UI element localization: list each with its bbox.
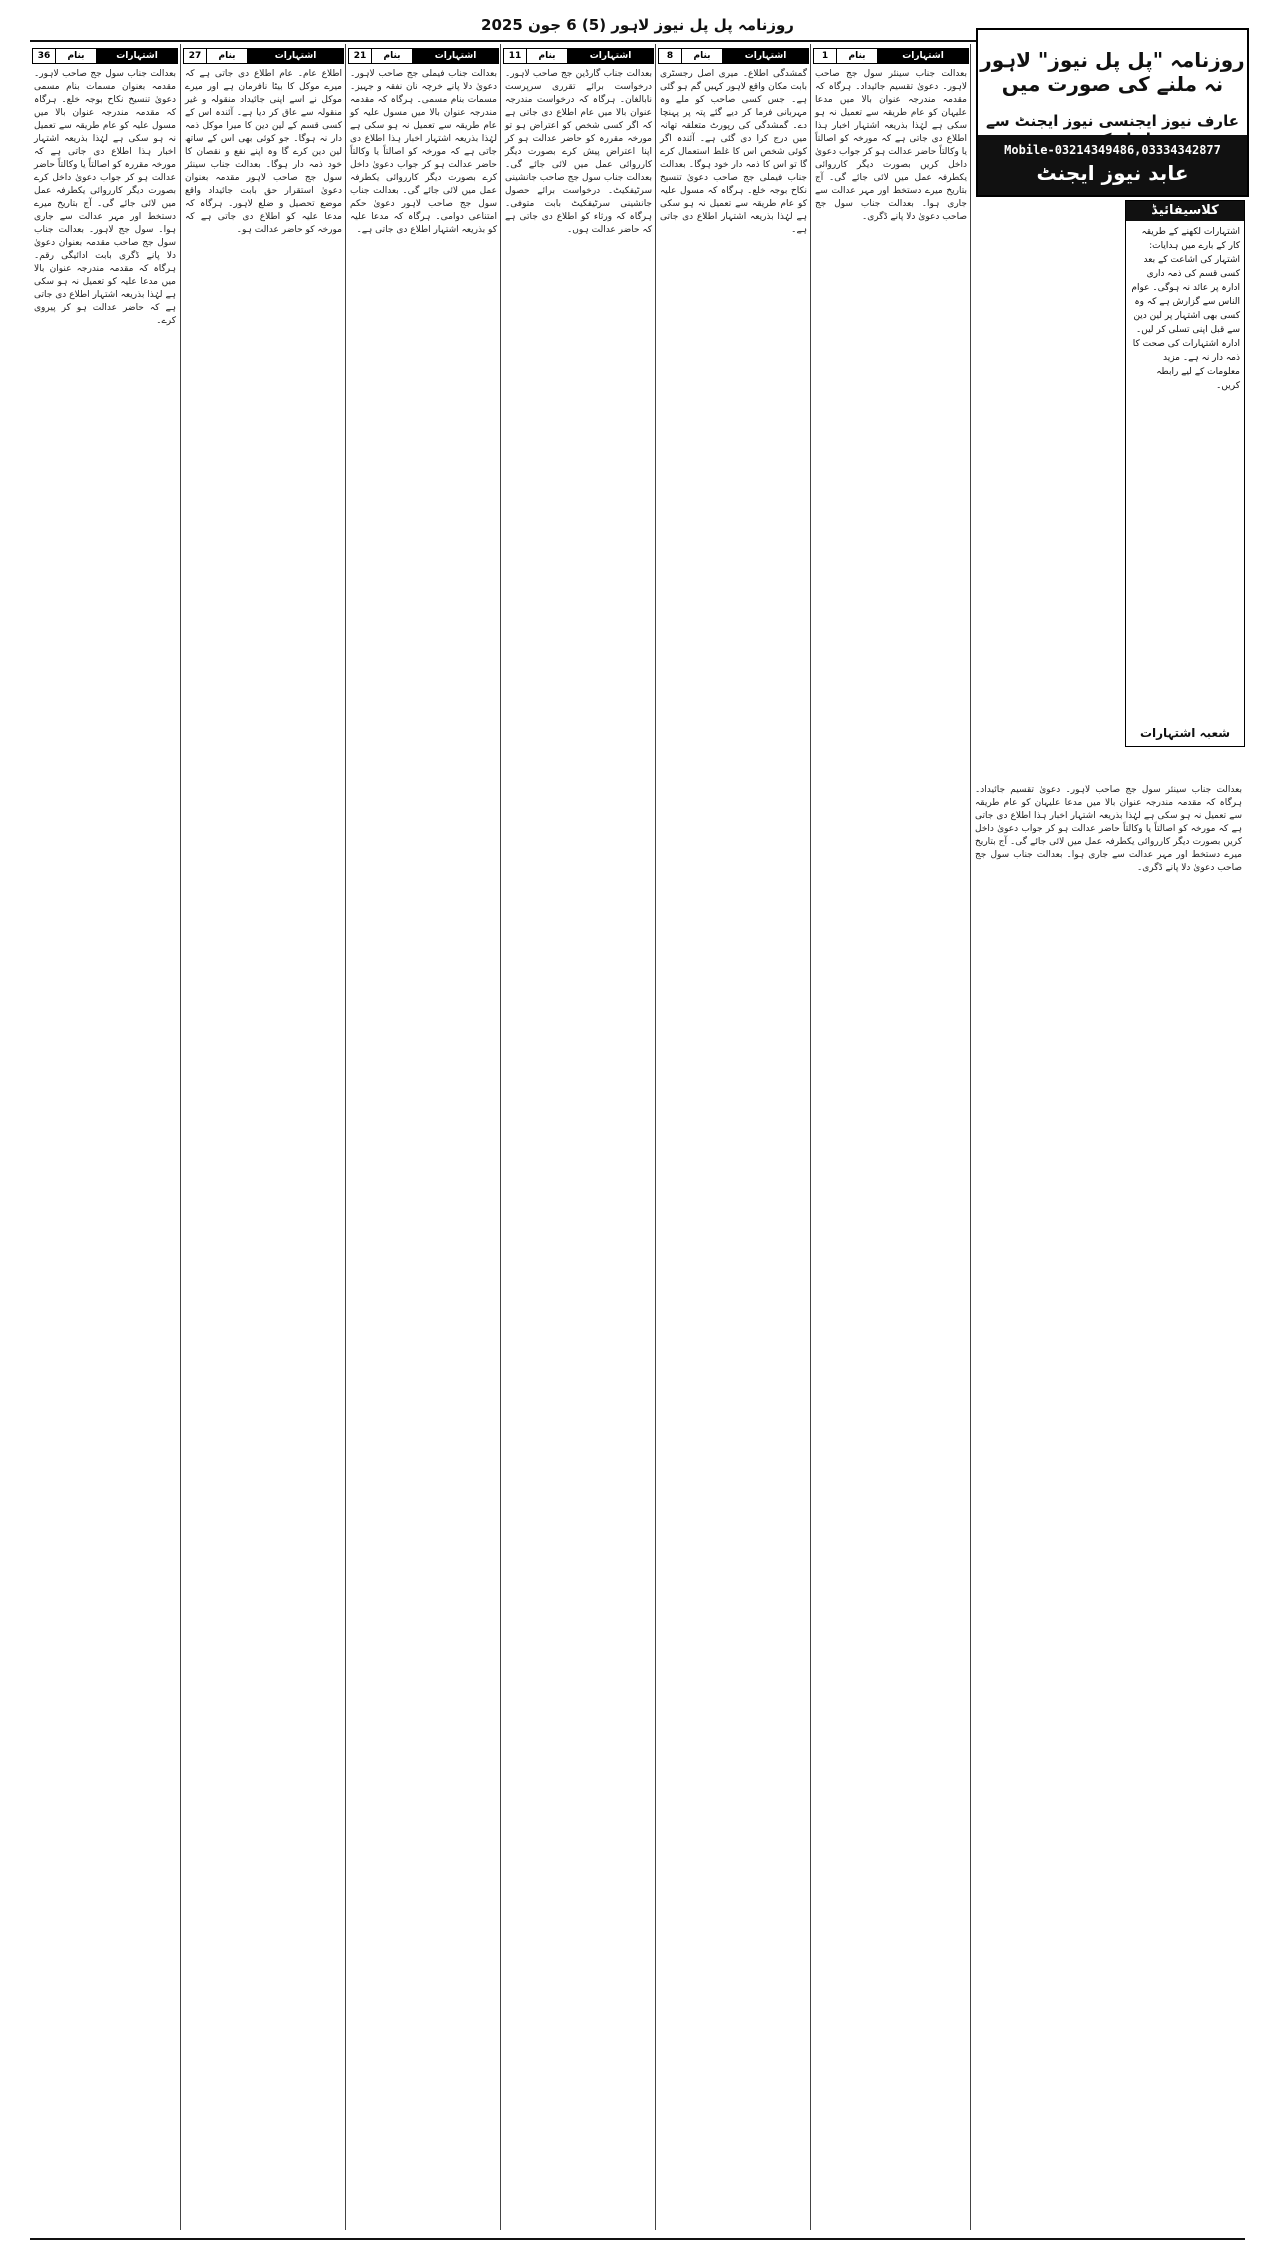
columns-area [30, 44, 1245, 2230]
ad-mobile: Mobile-03214349486,03334342877 [1004, 143, 1221, 157]
notice-column [345, 44, 501, 2230]
notice-mid: بنام [681, 49, 723, 63]
notice-text: بعدالت جناب سول جج صاحب لاہور۔ مقدمہ بعنوان مسمات بنام مسمی دعویٰ تنسیخ نکاح بوجہ خلع۔ ہرگاہ کہ مقدمہ مندرجہ عنوان بالا میں مسول علیہ کو عام طریقہ سے تعمیل نہ ہو سکی ہے لہٰذا بذریعہ اشتہار اخبار ہذا اطلاع دی جاتی ہے کہ مورخہ مقررہ کو اصالتاً یا وکالتاً حاضر عدالت ہو کر جواب دعویٰ داخل کرے بصورت دیگر کارروائی یکطرفہ عمل میں لائی جائے گی۔ آج بتاریخ میرے دستخط اور مہر عدالت سے جاری ہوا۔ سول جج لاہور۔ بعدالت جناب سول جج صاحب مقدمہ بعنوان دعویٰ دلا پانے ڈگری بابت ادائیگی رقم۔ ہرگاہ کہ مقدمہ مندرجہ عنوان بالا میں مدعا علیہ کو تعمیل نہ ہو سکی ہے لہٰذا بذریعہ اشتہار اطلاع دی جاتی ہے کہ حاضر عدالت ہو کر پیروی کرے۔ [34, 69, 176, 326]
notice-column [655, 44, 811, 2230]
classified-title: کلاسیفائیڈ [1126, 201, 1244, 221]
ad-headline: روزنامہ "پل پل نیوز" لاہور نہ ملنے کی صورت میں [980, 48, 1245, 96]
ad-contact-band [978, 135, 1247, 195]
notice-tag [658, 48, 809, 64]
notice-mid: بنام [206, 49, 248, 63]
notice-number: 8 [659, 49, 681, 63]
agent-ad [976, 28, 1249, 197]
notice-text: بعدالت جناب گارڈین جج صاحب لاہور۔ درخواست برائے تقرری سرپرست نابالغان۔ ہرگاہ کہ درخواست مندرجہ عنوان بالا میں عام اطلاع دی جاتی ہے کہ اگر کسی شخص کو اعتراض ہو تو مورخہ مقررہ کو حاضر عدالت ہو کر اپنا اعتراض پیش کرے بصورت دیگر کارروائی عمل میں لائی جائے گی۔ بعدالت جناب سول جج صاحب جانشینی سرٹیفکیٹ۔ درخواست برائے حصول جانشینی سرٹیفکیٹ بابت متوفی۔ ہرگاہ کہ ورثاء کو اطلاع دی جاتی ہے کہ حاضر عدالت ہوں۔ [505, 69, 652, 235]
notice-tag [503, 48, 654, 64]
notice-label: اشتہارات [413, 49, 498, 63]
notice-mid: بنام [371, 49, 413, 63]
notice-label: اشتہارات [568, 49, 653, 63]
notice-column [500, 44, 656, 2230]
notice-tag [813, 48, 969, 64]
notice-text: بعدالت جناب سینئر سول جج صاحب لاہور۔ دعویٰ تقسیم جائیداد۔ ہرگاہ کہ مقدمہ مندرجہ عنوان بالا میں مدعا علیہان کو عام طریقہ سے تعمیل نہ ہو سکی ہے لہٰذا بذریعہ اشتہار اخبار ہذا اطلاع دی جاتی ہے کہ مورخہ کو اصالتاً یا وکالتاً حاضر عدالت ہو کر جواب دعویٰ داخل کریں بصورت دیگر کارروائی یکطرفہ عمل میں لائی جائے گی۔ آج بتاریخ میرے دستخط اور مہر عدالت سے جاری ہوا۔ بعدالت جناب سول جج صاحب دعویٰ دلا پانے ڈگری۔ [975, 785, 1242, 873]
notice-number: 36 [33, 49, 55, 63]
classified-box [1125, 200, 1245, 747]
notice-column [810, 44, 971, 2230]
notice-label: اشتہارات [248, 49, 343, 63]
bottom-rule [30, 2238, 1245, 2240]
notice-number: 1 [814, 49, 836, 63]
notice-text: گمشدگی اطلاع۔ میری اصل رجسٹری بابت مکان واقع لاہور کہیں گم ہو گئی ہے۔ جس کسی صاحب کو ملے وہ مہربانی فرما کر دیے گئے پتہ پر پہنچا دے۔ گمشدگی کی رپورٹ متعلقہ تھانہ میں درج کرا دی گئی ہے۔ آئندہ اگر کوئی شخص اس کا غلط استعمال کرے گا تو اس کا ذمہ دار خود ہوگا۔ بعدالت جناب فیملی جج صاحب دعویٰ تنسیخ نکاح بوجہ خلع۔ ہرگاہ کہ مسول علیہ کو عام طریقہ سے تعمیل نہ ہو سکی ہے لہٰذا بذریعہ اشتہار اطلاع دی جاتی ہے۔ [660, 69, 807, 235]
notice-label: اشتہارات [723, 49, 808, 63]
notice-mid: بنام [836, 49, 878, 63]
notice-number: 21 [349, 49, 371, 63]
notice-column [30, 44, 180, 2230]
notice-label: اشتہارات [878, 49, 968, 63]
notice-number: 27 [184, 49, 206, 63]
notice-number: 11 [504, 49, 526, 63]
classified-footer: شعبہ اشتہارات [1139, 726, 1231, 740]
classified-body: اشتہارات لکھنے کے طریقہ کار کے بارے میں ہدایات: اشتہار کی اشاعت کے بعد کسی قسم کی ذمہ داری ادارہ پر عائد نہ ہوگی۔ عوام الناس سے گزارش ہے کہ وہ کسی بھی اشتہار پر لین دین سے قبل اپنی تسلی کر لیں۔ ادارہ اشتہارات کی صحت کا ذمہ دار نہ ہے۔ مزید معلومات کے لیے رابطہ کریں۔ [1131, 227, 1240, 391]
notice-tag [348, 48, 499, 64]
notice-label: اشتہارات [97, 49, 177, 63]
notice-text: اطلاع عام۔ عام اطلاع دی جاتی ہے کہ میرے موکل کا بیٹا نافرمان ہے اور میرے موکل نے اسے اپنی جائیداد منقولہ و غیر منقولہ سے عاق کر دیا ہے۔ آئندہ اس کے کسی قسم کے لین دین کا میرا موکل ذمہ دار نہ ہوگا۔ جو کوئی بھی اس کے ساتھ لین دین کرے گا وہ اپنے نفع و نقصان کا خود ذمہ دار ہوگا۔ بعدالت جناب سینئر سول جج صاحب لاہور مقدمہ بعنوان دعویٰ استقرار حق بابت جائیداد واقع موضع تحصیل و ضلع لاہور۔ ہرگاہ کہ مدعا علیہ کو اطلاع دی جاتی ہے کہ مورخہ کو حاضر عدالت ہو۔ [185, 69, 342, 235]
notice-text: بعدالت جناب سینئر سول جج صاحب لاہور۔ دعویٰ تقسیم جائیداد۔ ہرگاہ کہ مقدمہ مندرجہ عنوان بالا میں مدعا علیہان کو عام طریقہ سے تعمیل نہ ہو سکی ہے لہٰذا بذریعہ اشتہار اخبار ہذا اطلاع دی جاتی ہے کہ مورخہ کو اصالتاً یا وکالتاً حاضر عدالت ہو کر جواب دعویٰ داخل کریں بصورت دیگر کارروائی یکطرفہ عمل میں لائی جائے گی۔ آج بتاریخ میرے دستخط اور مہر عدالت سے جاری ہوا۔ بعدالت جناب سول جج صاحب دعویٰ دلا پانے ڈگری۔ [815, 69, 967, 222]
notice-tag [32, 48, 178, 64]
notice-mid: بنام [526, 49, 568, 63]
newspaper-page [30, 10, 1245, 2240]
header-info: روزنامہ پل پل نیوز لاہور (5) 6 جون 2025 [481, 16, 794, 34]
notice-mid: بنام [55, 49, 97, 63]
notice-column [180, 44, 346, 2230]
ad-subline: عارف نیوز ایجنسی نیوز ایجنٹ سے [986, 112, 1239, 130]
notice-text: بعدالت جناب فیملی جج صاحب لاہور۔ دعویٰ دلا پانے خرچہ نان نفقہ و جہیز۔ مسمات بنام مسمی۔ ہرگاہ کہ مقدمہ مندرجہ عنوان بالا میں مسول علیہ کو عام طریقہ سے تعمیل نہ ہو سکی ہے لہٰذا بذریعہ اشتہار اخبار ہذا اطلاع دی جاتی ہے کہ مورخہ کو اصالتاً یا وکالتاً حاضر عدالت ہو کر جواب دعویٰ داخل کرے بصورت دیگر کارروائی یکطرفہ عمل میں لائی جائے گی۔ بعدالت جناب سول جج صاحب لاہور دعویٰ حکم امتناعی دوامی۔ ہرگاہ کہ مدعا علیہ کو بذریعہ اشتہار اطلاع دی جاتی ہے۔ [350, 69, 497, 235]
notice-tag [183, 48, 344, 64]
ad-agent-name: عابد نیوز ایجنٹ [1036, 161, 1189, 185]
